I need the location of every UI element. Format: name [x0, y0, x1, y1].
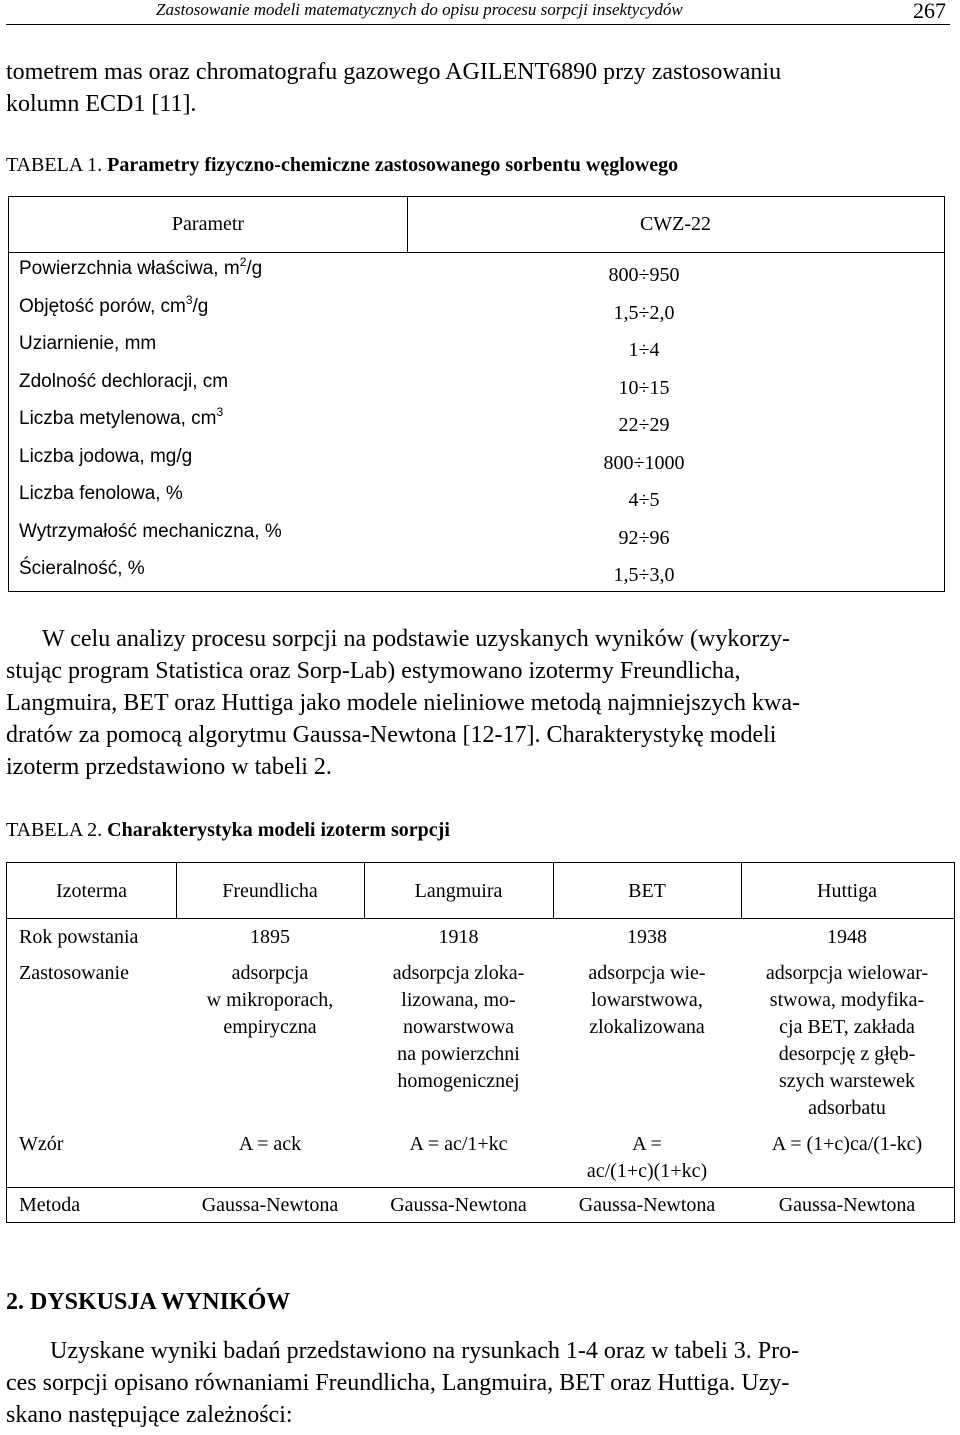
application-langmuir: adsorpcja zloka- lizowana, mo- nowarstwowa na powierzchni homogenicznej: [392, 962, 525, 1092]
row-label-application: Zastosowanie: [19, 962, 129, 984]
parameter-name: Zdolność dechloracji, cm: [19, 370, 229, 392]
table-row: [9, 255, 944, 296]
column-header: BET: [628, 880, 666, 902]
method-value: Gaussa-Newtona: [778, 1194, 916, 1216]
year-value: 1895: [250, 926, 290, 948]
column-header: Freundlicha: [222, 880, 318, 902]
header-divider: [9, 252, 944, 253]
column-header: Huttiga: [817, 880, 877, 902]
table-row: [9, 405, 944, 446]
paragraph-line: tometrem mas oraz chromatografu gazowego AGILENT6890 przy zastosowaniu: [6, 59, 782, 85]
header-divider: [7, 918, 954, 919]
parameter-value: 800÷1000: [603, 451, 685, 474]
column-header: Izoterma: [55, 880, 128, 902]
parameter-name: Uziarnienie, mm: [19, 333, 157, 354]
parameter-value: 4÷5: [628, 489, 660, 511]
table-row: [9, 371, 944, 409]
table-row: [9, 446, 944, 484]
parameter-value: 10÷15: [618, 376, 670, 399]
isotherm-models-table: [6, 862, 955, 1223]
paragraph-line: skano następujące zależności:: [6, 1402, 293, 1428]
table2-caption-title: Charakterystyka modeli izoterm sorpcji: [107, 819, 450, 841]
parameter-name: Wytrzymałość mechaniczna, %: [19, 520, 282, 542]
table1-caption-label: TABELA 1.: [6, 154, 103, 176]
table2-caption-label: TABELA 2.: [6, 819, 103, 841]
paragraph-line: kolumn ECD1 [11].: [6, 91, 197, 117]
parameter-name: Liczba metylenowa, $cm^3$: [19, 405, 224, 429]
parameter-value: 1,5÷2,0: [613, 301, 675, 324]
application-huttig: adsorpcja wielowar- stwowa, modyfika- cja BET, zakłada desorpcję z głęb- szych warstewek adsorbatu: [765, 962, 929, 1119]
year-value: 1948: [827, 926, 867, 948]
parameter-value: 92÷96: [618, 526, 670, 549]
parameter-name: Liczba jodowa, mg/g: [19, 445, 193, 467]
table2-caption: [6, 819, 450, 842]
paragraph-line: W celu analizy procesu sorpcji na podstawie uzyskanych wyników (wykorzy-: [42, 626, 790, 652]
paragraph-line: izoterm przedstawiono w tabeli 2.: [6, 754, 332, 780]
formula-langmuir: A = ac/1+kc: [409, 1133, 508, 1155]
parameter-name: Powierzchnia właściwa, $m^2/g$: [19, 255, 263, 279]
column-header-sorbent: CWZ-22: [639, 213, 712, 235]
methods-paragraph: [6, 623, 946, 783]
paragraph-line: dratów za pomocą algorytmu Gaussa-Newtona [12-17]. Charakterystykę modeli: [6, 722, 777, 748]
parameter-value: 1,5÷3,0: [613, 564, 675, 586]
running-header-title: Zastosowanie modeli matematycznych do opisu procesu sorpcji insektycydów: [156, 0, 683, 19]
sorbent-parameters-table: [8, 196, 945, 592]
paragraph-line: ces sorpcji opisano równaniami Freundlicha, Langmuira, BET oraz Huttiga. Uzy-: [6, 1370, 790, 1396]
parameter-name: Objętość porów, $cm^3/g$: [19, 292, 209, 317]
table-row: [9, 333, 944, 371]
paragraph-line: Langmuira, BET oraz Huttiga jako modele nieliniowe metodą najmniejszych kwa-: [6, 690, 800, 716]
row-label-formula: Wzór: [19, 1133, 64, 1155]
application-bet: adsorpcja wie- lowarstwowa, zlokalizowana: [588, 962, 706, 1038]
running-header: [6, 0, 950, 25]
parameter-value: 22÷29: [618, 414, 670, 436]
year-value: 1918: [438, 926, 479, 948]
table-row: [9, 483, 944, 521]
method-value: Gaussa-Newtona: [390, 1194, 527, 1216]
row-divider: [7, 1187, 954, 1188]
page-number: 267: [913, 0, 946, 23]
application-freundlich: adsorpcja w mikroporach, empiryczna: [206, 962, 334, 1038]
column-header-parameter: Parametr: [171, 213, 245, 235]
parameter-value: 1÷4: [628, 339, 660, 361]
results-paragraph: [6, 1335, 946, 1431]
parameter-value: 800÷950: [608, 264, 680, 286]
row-label-method: Metoda: [19, 1194, 81, 1216]
section-heading: 2. DYSKUSJA WYNIKÓW: [6, 1289, 291, 1315]
method-value: Gaussa-Newtona: [201, 1194, 339, 1216]
row-label-year: Rok powstania: [19, 926, 139, 948]
table-row: [9, 292, 944, 334]
column-header: Langmuira: [414, 880, 503, 902]
table1-caption: [6, 154, 678, 177]
intro-paragraph: [6, 56, 946, 120]
table-row: [9, 521, 944, 559]
method-value: Gaussa-Newtona: [578, 1194, 716, 1216]
paragraph-line: stując program Statistica oraz Sorp-Lab) estymowano izotermy Freundlicha,: [6, 658, 741, 684]
parameter-name: Ścieralność, %: [19, 558, 145, 579]
year-value: 1938: [627, 926, 667, 948]
paragraph-line: Uzyskane wyniki badań przedstawiono na rysunkach 1-4 oraz w tabeli 3. Pro-: [50, 1338, 800, 1364]
formula-huttig: A = (1+c)ca/(1-kc): [771, 1133, 923, 1155]
table-row: [9, 558, 944, 596]
parameter-name: Liczba fenolowa, %: [19, 483, 183, 504]
formula-freundlich: A = ack: [238, 1133, 302, 1155]
table1-caption-title: Parametry fizyczno-chemiczne zastosowanego sorbentu węglowego: [107, 154, 679, 176]
formula-bet: A = ac/(1+c)(1+kc): [586, 1133, 708, 1182]
